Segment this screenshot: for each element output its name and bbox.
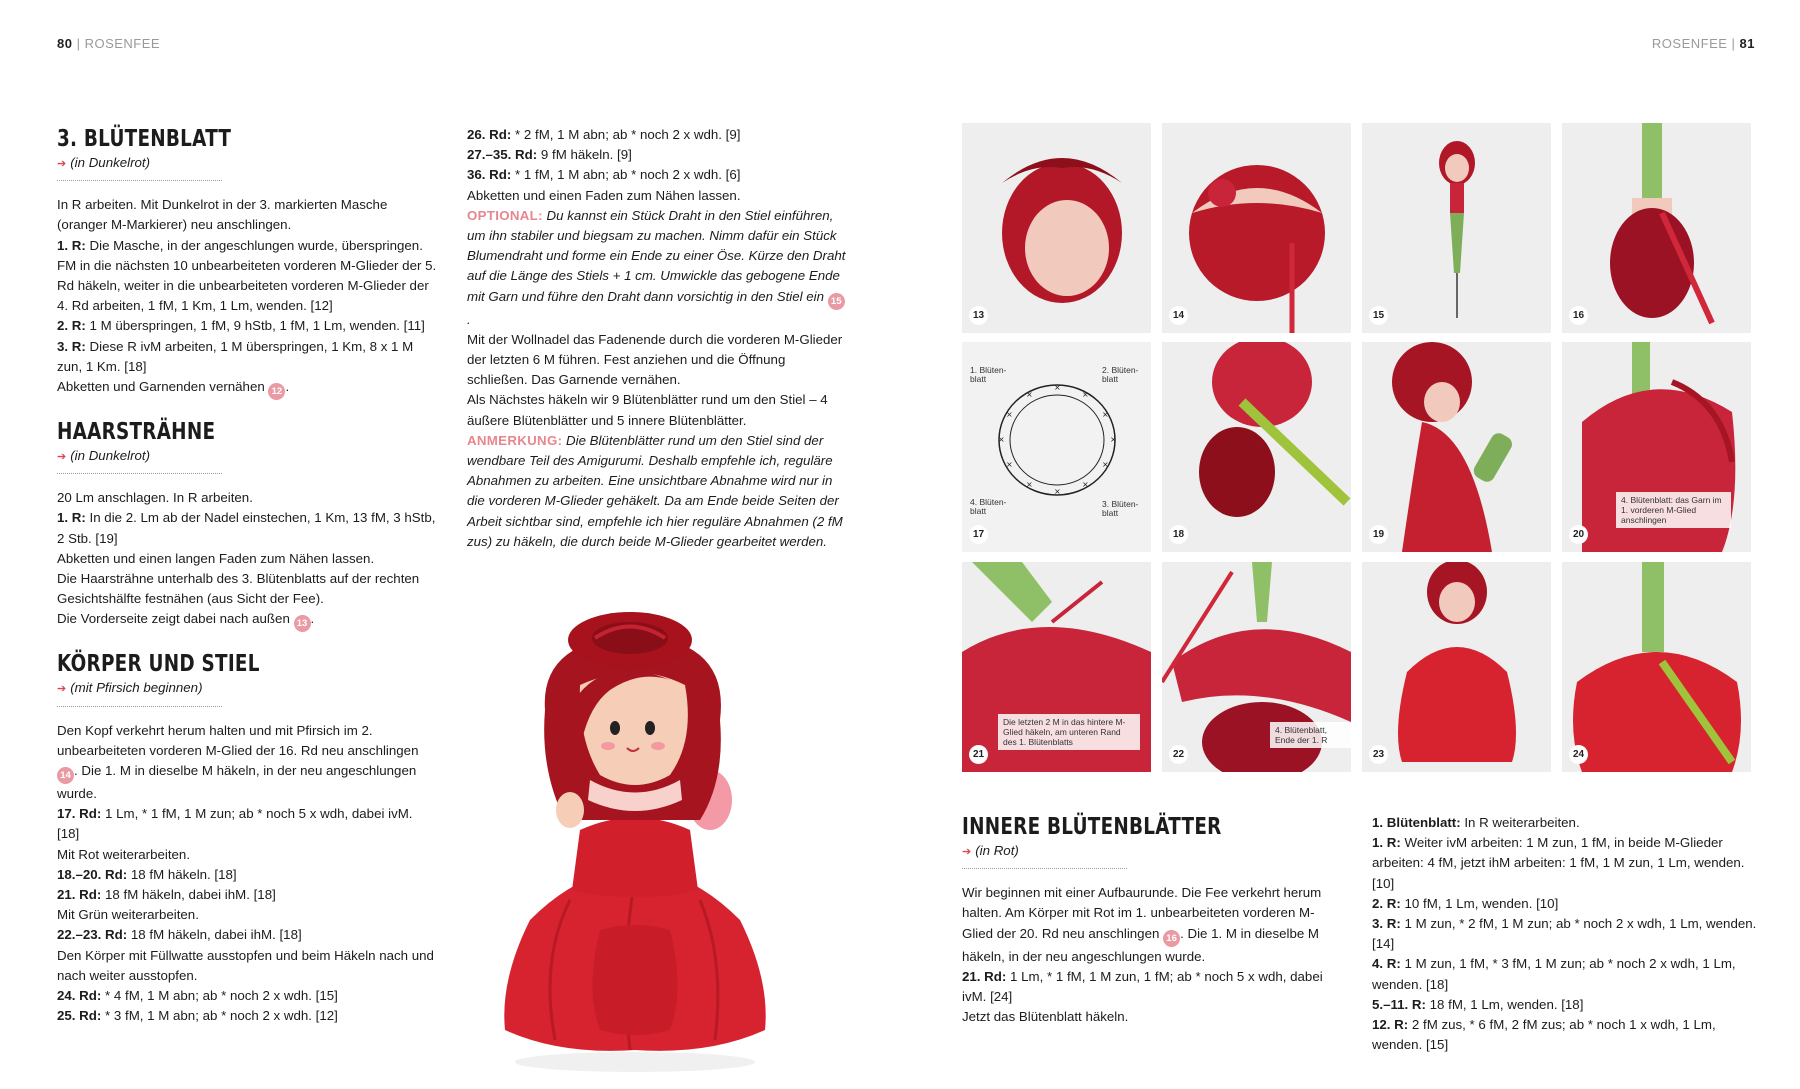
crochet-rose-photo xyxy=(1162,342,1351,552)
paragraph: In R arbeiten. Mit Dunkelrot in der 3. markierten Masche (oranger M-Markierer) neu anschlingen. xyxy=(57,197,388,233)
photo-caption: 4. Blütenblatt, Ende der 1. R xyxy=(1270,722,1351,748)
diagram-label-1: 1. Blüten- blatt xyxy=(970,365,1007,384)
crochet-head-photo xyxy=(962,123,1151,333)
step-photo-18 xyxy=(1162,342,1351,552)
pattern-row: 3. R: 1 M zun, * 2 fM, 1 M zun; ab * noch 2 x wdh, 1 Lm, wenden. [14] xyxy=(1372,916,1757,952)
photo-reference-badge: 14 xyxy=(57,767,74,784)
pattern-row: 17. Rd: 1 Lm, * 1 fM, 1 M zun; ab * noch 5 x wdh, dabei ivM. [18] xyxy=(57,806,413,842)
paragraph: Jetzt das Blütenblatt häkeln. xyxy=(962,1009,1129,1025)
pattern-row: 1. R: Weiter ivM arbeiten: 1 M zun, 1 fM, in beide M-Glieder arbeiten: 4 fM, jetzt ihM arbeiten: 1 fM, 1 M zun, 1 Lm, wenden. [10] xyxy=(1372,835,1745,891)
optional-note: OPTIONAL: Du kannst ein Stück Draht in den Stiel einführen, um ihn stabiler und biegsam zu machen. Nimm dafür ein Stück Blumendraht und forme ein Ende zu einer Öse. Kürze den Draht auf die Länge des Stiels + 1 cm. Umwickle das gebogene Ende mit Garn und führe den Draht dann vorsichtig in den Stiel ein 15. xyxy=(467,207,846,327)
svg-text:×: × xyxy=(1082,480,1089,489)
left-column xyxy=(57,125,437,1027)
svg-text:×: × xyxy=(1006,460,1013,469)
arrow-icon: ➔ xyxy=(57,683,67,696)
step-number-badge: 18 xyxy=(1169,525,1188,544)
crochet-petal-photo xyxy=(1562,562,1751,772)
svg-text:×: × xyxy=(998,435,1005,444)
step-number-badge: 13 xyxy=(969,306,988,325)
running-header-left xyxy=(57,36,160,51)
paragraph: Abketten und Garnenden vernähen 12 . xyxy=(57,377,437,400)
paragraph: Den Kopf verkehrt herum halten und mit Pfirsich im 2. unbearbeiteten vorderen M-Glied der 16. Rd neu anschlingen 14 . Die 1. M in dieselbe M häkeln, in der neu angeschlungen wurde. xyxy=(57,722,419,802)
pattern-row: 21. Rd: 18 fM häkeln, dabei ihM. [18] xyxy=(57,887,276,903)
crochet-fairy-photo xyxy=(1362,562,1551,772)
pattern-row: 1. Blütenblatt: In R weiterarbeiten. xyxy=(1372,815,1580,830)
dotted-divider xyxy=(57,180,222,181)
dotted-divider xyxy=(57,706,222,707)
svg-text:×: × xyxy=(1054,487,1061,496)
pattern-row: 2. R: 10 fM, 1 Lm, wenden. [10] xyxy=(1372,895,1559,911)
pattern-row: 12. R: 2 fM zus, * 6 fM, 2 fM zus; ab * noch 1 x wdh, 1 Lm, wenden. [15] xyxy=(1372,1017,1716,1053)
paragraph: Den Körper mit Füllwatte ausstopfen und beim Häkeln nach und nach weiter ausstopfen. xyxy=(57,947,434,983)
section-subtitle: ➔ (in Dunkelrot) xyxy=(57,155,151,170)
pattern-row: 25. Rd: * 3 fM, 1 M abn; ab * noch 2 x wdh. [12] xyxy=(57,1008,338,1024)
pattern-row: 27.–35. Rd: 9 fM häkeln. [9] xyxy=(467,147,632,163)
photo-reference-badge: 12 xyxy=(268,383,285,400)
step-number-badge: 24 xyxy=(1569,745,1588,764)
diagram-label-2: 2. Blüten- blatt xyxy=(1102,365,1139,384)
photo-reference-badge: 16 xyxy=(1163,930,1180,947)
chapter-title-right: ROSENFEE xyxy=(1651,36,1728,51)
pattern-row: 22.–23. Rd: 18 fM häkeln, dabei ihM. [18] xyxy=(57,927,302,943)
pattern-row: 2. R: 1 M überspringen, 1 fM, 9 hStb, 1 fM, 1 Lm, wenden. [11] xyxy=(57,318,425,334)
rose-fairy-amigurumi-photo xyxy=(470,600,800,1080)
photo-reference-badge: 13 xyxy=(294,615,311,632)
page-number-right: 81 xyxy=(1739,36,1755,51)
step-number-badge: 17 xyxy=(969,525,988,544)
diagram-label-4: 4. Blüten- blatt xyxy=(970,497,1007,516)
step-number-badge: 19 xyxy=(1369,525,1388,544)
right-page-left-column xyxy=(962,813,1332,1027)
crochet-stem-photo xyxy=(1562,123,1751,333)
svg-text:×: × xyxy=(1006,410,1013,419)
pattern-row: 1. R: In die 2. Lm ab der Nadel einstechen, 1 Km, 13 fM, 3 hStb, 2 Stb. [19] xyxy=(57,510,436,546)
diagram-label-3: 3. Blüten- blatt xyxy=(1102,499,1139,518)
svg-text:×: × xyxy=(1054,383,1061,392)
svg-text:×: × xyxy=(1102,410,1109,419)
section-koerper-und-stiel xyxy=(57,650,437,1026)
photo-reference-badge: 15 xyxy=(828,293,845,310)
step-number-badge: 20 xyxy=(1569,525,1588,544)
step-photo-21 xyxy=(962,562,1151,772)
page-number-left: 80 xyxy=(57,36,73,51)
section-subtitle: ➔ (in Rot) xyxy=(962,843,1019,858)
dotted-divider xyxy=(57,473,222,474)
step-photo-20 xyxy=(1562,342,1751,552)
section-subtitle: ➔ (in Dunkelrot) xyxy=(57,448,151,464)
paragraph: Mit Rot weiterarbeiten. xyxy=(57,846,191,862)
remark-note: ANMERKUNG: Die Blütenblätter rund um den Stiel sind der wendbare Teil des Amigurumi. Deshalb empfehle ich, reguläre Abnahmen zu arbeiten. Eine unsichtbare Abnahme wird nur in die vorderen M-Glieder gehäkelt. Da am Ende beide Seiten der Arbeit sichtbar sind, empfehle ich hier reguläre Abnahmen (2 fM zus) zu häkeln, die durch beide M-Glieder gearbeitet werden. xyxy=(467,432,843,549)
crochet-stem-photo xyxy=(1362,123,1551,333)
step-photo-14 xyxy=(1162,123,1351,333)
step-number-badge: 16 xyxy=(1569,306,1588,325)
step-photo-22 xyxy=(1162,562,1351,772)
pattern-row: 5.–11. R: 18 fM, 1 Lm, wenden. [18] xyxy=(1372,996,1584,1012)
right-page-right-column xyxy=(1372,813,1757,1055)
section-heading: INNERE BLÜTENBLÄTTER xyxy=(962,814,1222,840)
step-photo-24 xyxy=(1562,562,1751,772)
pattern-row: 24. Rd: * 4 fM, 1 M abn; ab * noch 2 x wdh. [15] xyxy=(57,988,338,1004)
section-3-bluetenblatt xyxy=(57,125,437,400)
paragraph: Die Vorderseite zeigt dabei nach außen 13 . xyxy=(57,609,437,632)
step-number-badge: 22 xyxy=(1169,745,1188,764)
crochet-head-photo xyxy=(1162,123,1351,333)
crochet-fairy-photo xyxy=(1362,342,1551,552)
step-photo-17-diagram xyxy=(962,342,1151,552)
arrow-icon: ➔ xyxy=(57,451,67,464)
middle-column xyxy=(467,125,847,552)
pattern-row: 26. Rd: * 2 fM, 1 M abn; ab * noch 2 x wdh. [9] xyxy=(467,127,741,142)
step-photo-15 xyxy=(1362,123,1551,333)
section-heading: 3. BLÜTENBLATT xyxy=(57,126,232,152)
paragraph: Die Haarsträhne unterhalb des 3. Blütenblatts auf der rechten Gesichtshälfte festnähen (aus Sicht der Fee). xyxy=(57,571,420,607)
section-heading: HAARSTRÄHNE xyxy=(57,419,216,446)
step-photo-16 xyxy=(1562,123,1751,333)
arrow-icon: ➔ xyxy=(57,158,67,170)
photo-caption: 4. Blütenblatt: das Garn im 1. vorderen M-Glied anschlingen xyxy=(1616,492,1731,528)
svg-text:×: × xyxy=(1082,390,1089,399)
running-header-right xyxy=(1652,36,1755,51)
header-separator: | xyxy=(1727,36,1740,51)
step-photo-23 xyxy=(1362,562,1551,772)
header-separator: | xyxy=(72,36,85,51)
paragraph: Abketten und einen langen Faden zum Nähen lassen. xyxy=(57,550,375,566)
pattern-row: 4. R: 1 M zun, 1 fM, * 3 fM, 1 M zun; ab * noch 2 x wdh, 1 Lm, wenden. [18] xyxy=(1372,956,1736,992)
svg-text:×: × xyxy=(1026,390,1033,399)
svg-text:×: × xyxy=(1102,460,1109,469)
arrow-icon: ➔ xyxy=(962,846,972,858)
pattern-row: 3. R: Diese R ivM arbeiten, 1 M überspringen, 1 Km, 8 x 1 M zun, 1 Km. [18] xyxy=(57,338,414,374)
paragraph: Mit Grün weiterarbeiten. xyxy=(57,907,199,923)
pattern-row: 36. Rd: * 1 fM, 1 M abn; ab * noch 2 x wdh. [6] xyxy=(467,167,741,183)
step-photo-19 xyxy=(1362,342,1551,552)
pattern-row: 21. Rd: 1 Lm, * 1 fM, 1 M zun, 1 fM; ab * noch 5 x wdh, dabei ivM. [24] xyxy=(962,968,1323,1005)
paragraph: Als Nächstes häkeln wir 9 Blütenblätter rund um den Stiel – 4 äußere Blütenblätter und 5 innere Blütenblätter. xyxy=(467,392,828,428)
paragraph: 20 Lm anschlagen. In R arbeiten. xyxy=(57,490,253,506)
section-heading: KÖRPER UND STIEL xyxy=(57,651,260,678)
paragraph: Wir beginnen mit einer Aufbaurunde. Die Fee verkehrt herum halten. Am Körper mit Rot im 1. unbearbeiteten vorderen M-Glied der 20. Rd neu anschlingen 16 . Die 1. M in dieselbe M häkeln, in der neu angeschlungen wurde. xyxy=(962,885,1322,964)
pattern-row: 18.–20. Rd: 18 fM häkeln. [18] xyxy=(57,866,237,882)
svg-text:×: × xyxy=(1110,435,1117,444)
section-haarstraehne xyxy=(57,418,437,632)
dotted-divider xyxy=(962,868,1127,869)
section-subtitle: ➔ (mit Pfirsich beginnen) xyxy=(57,680,203,696)
paragraph: Abketten und einen Faden zum Nähen lassen. xyxy=(467,187,741,203)
step-number-badge: 21 xyxy=(969,745,988,764)
pattern-row: 1. R: Die Masche, in der angeschlungen wurde, überspringen. FM in die nächsten 10 unbearbeiteten vorderen M-Glieder der 5. Rd häkeln, weiter in die unbearbeiteten vorderen M-Glieder der 4. Rd arbeiten, 1 fM, 1 Km, 1 Lm, wenden. [12] xyxy=(57,237,437,314)
step-number-badge: 15 xyxy=(1369,306,1388,325)
photo-caption: Die letzten 2 M in das hintere M-Glied häkeln, am unteren Rand des 1. Blütenblatts xyxy=(998,714,1140,750)
svg-text:×: × xyxy=(1026,480,1033,489)
step-photo-13 xyxy=(962,123,1151,333)
step-number-badge: 14 xyxy=(1169,306,1188,325)
chapter-title-left: ROSENFEE xyxy=(84,36,161,51)
paragraph: Mit der Wollnadel das Fadenende durch die vorderen M-Glieder der letzten 6 M führen. Fest anziehen und die Öffnung schließen. Das Garnende vernähen. xyxy=(467,331,843,388)
step-number-badge: 23 xyxy=(1369,745,1388,764)
